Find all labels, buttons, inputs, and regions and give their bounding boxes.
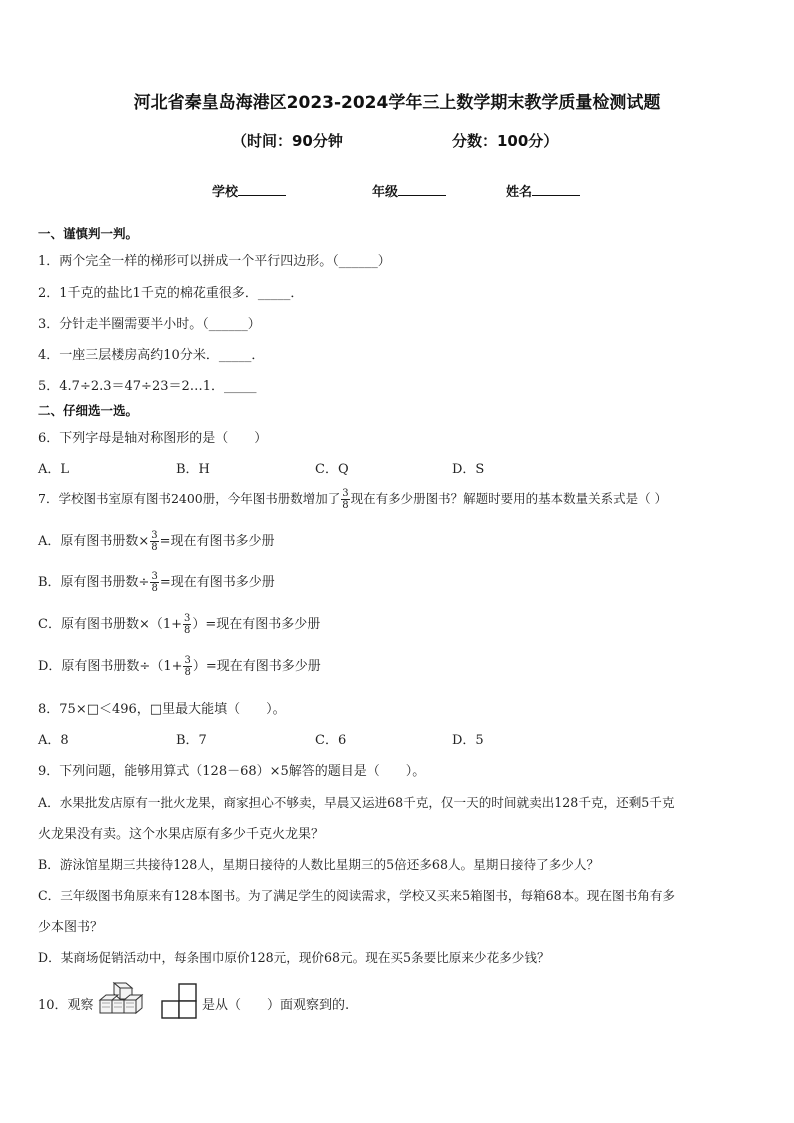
grade-input-line[interactable] (398, 183, 446, 196)
fraction-numerator: 3 (184, 613, 191, 624)
q7-d-pre: D．原有图书册数÷（1+ (38, 659, 183, 674)
q9-option-a-line1[interactable]: A．水果批发店原有一批火龙果，商家担心不够卖，早晨又运进68千克，仅一天的时间就卖出128千克，还剩5千克 (38, 795, 675, 810)
choice-q7-stem (38, 488, 667, 511)
grade-field[interactable] (372, 181, 446, 200)
name-input-line[interactable] (532, 183, 580, 196)
q6-option-a[interactable]: A．L (38, 462, 70, 477)
q9-option-b[interactable]: B．游泳馆星期三共接待128人，星期日接待的人数比星期三的5倍还多68人。星期日接待了多少人？ (38, 857, 600, 872)
q7-option-d[interactable] (38, 655, 321, 678)
name-field[interactable] (506, 181, 580, 200)
q9-option-d[interactable]: D．某商场促销活动中，每条围巾原价128元，现价68元。现在买5条要比原来少花多少钱？ (38, 950, 550, 965)
q6-option-c[interactable]: C．Q (315, 462, 349, 477)
q9-option-c-line1[interactable]: C．三年级图书角原来有128本图书。为了满足学生的阅读需求，学校又买来5箱图书，每箱68本。现在图书角有多 (38, 888, 676, 903)
fraction-numerator: 3 (342, 488, 349, 499)
q9-option-a-line2[interactable]: 火龙果没有卖。这个水果店原有多少千克火龙果？ (38, 827, 325, 842)
q8-option-a[interactable]: A．8 (38, 733, 69, 748)
q7-a-pre: A．原有图书册数× (38, 534, 150, 549)
q7-d-post: ）=现在有图书多少册 (192, 659, 321, 674)
section-two-heading: 二、仔细选一选。 (38, 403, 139, 418)
judge-q5: 5．4.7÷2.3＝47÷23＝2…1．_____ (38, 379, 257, 394)
fraction (183, 655, 191, 678)
exam-score: 分数：100分） (452, 132, 559, 150)
q8-option-d[interactable]: D．5 (452, 733, 484, 748)
judge-q3: 3．分针走半圈需要半小时。（______） (38, 317, 261, 332)
fraction-numerator: 3 (151, 530, 158, 541)
square-view-figure (160, 983, 198, 1019)
choice-q6-stem: 6．下列字母是轴对称图形的是（ ） (38, 431, 268, 446)
fraction (150, 530, 158, 553)
section-one-heading: 一、谨慎判一判。 (38, 226, 139, 241)
q6-option-d[interactable]: D．S (452, 462, 485, 477)
fraction (150, 571, 158, 594)
fraction-numerator: 3 (151, 571, 158, 582)
q7-stem-post: 现在有多少册图书？解题时要用的基本数量关系式是（ ） (350, 491, 668, 506)
choice-q10-pre: 10．观察 (38, 998, 94, 1013)
fraction-denominator: 8 (184, 667, 191, 678)
school-field[interactable] (212, 181, 286, 200)
school-label: 学校 (212, 185, 239, 200)
q7-c-post: ）=现在有图书多少册 (192, 617, 321, 632)
fraction-numerator: 3 (184, 655, 191, 666)
page-title: 河北省秦皇岛海港区2023-2024学年三上数学期末教学质量检测试题 (133, 93, 661, 113)
fraction-denominator: 8 (151, 542, 158, 553)
q7-option-a[interactable] (38, 530, 275, 553)
choice-q10-post: 是从（ ）面观察到的. (202, 998, 350, 1013)
judge-q4: 4．一座三层楼房高约10分米．_____． (38, 348, 265, 363)
choice-q9-stem: 9．下列问题，能够用算式（128－68）×5解答的题目是（ ）。 (38, 764, 426, 779)
q7-option-c[interactable] (38, 613, 320, 636)
fraction-denominator: 8 (342, 500, 349, 511)
exam-time: （时间：90分钟 (232, 132, 343, 150)
fraction (341, 488, 349, 511)
q9-option-c-line2[interactable]: 少本图书？ (38, 920, 104, 935)
fraction (183, 613, 191, 636)
cube-stack-figure (96, 981, 150, 1021)
q7-c-pre: C．原有图书册数×（1+ (38, 617, 183, 632)
q7-stem-pre: 7．学校图书室原有图书2400册，今年图书册数增加了 (38, 491, 341, 506)
name-label: 姓名 (506, 185, 533, 200)
judge-q1: 1．两个完全一样的梯形可以拼成一个平行四边形。（______） (38, 254, 391, 269)
q8-option-b[interactable]: B．7 (176, 733, 207, 748)
choice-q8-stem: 8．75×□＜496，□里最大能填（ ）。 (38, 702, 286, 717)
q6-option-b[interactable]: B．H (176, 462, 210, 477)
q7-b-pre: B．原有图书册数÷ (38, 575, 150, 590)
q7-option-b[interactable] (38, 571, 275, 594)
q8-option-c[interactable]: C．6 (315, 733, 347, 748)
grade-label: 年级 (372, 185, 399, 200)
fraction-denominator: 8 (184, 625, 191, 636)
judge-q2: 2．1千克的盐比1千克的棉花重很多．_____． (38, 286, 304, 301)
school-input-line[interactable] (238, 183, 286, 196)
q7-a-post: =现在有图书多少册 (159, 534, 275, 549)
fraction-denominator: 8 (151, 583, 158, 594)
q7-b-post: =现在有图书多少册 (159, 575, 275, 590)
